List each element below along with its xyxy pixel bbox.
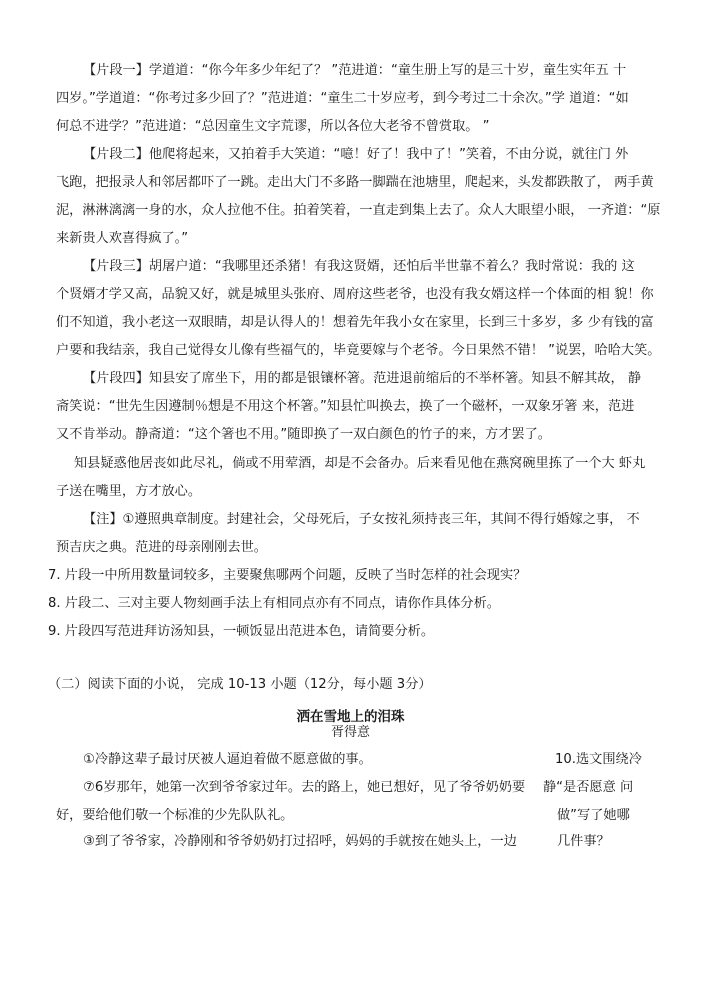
excerpt2-line4: 来新贵人欢喜得疯了。”: [56, 231, 189, 246]
excerpt4b-line2: 子送在嘴里，方才放心。: [56, 484, 202, 499]
side-question-line1: 10.选文围绕冷: [555, 752, 642, 767]
side-question-line3: 做”写了她哪: [557, 808, 630, 823]
excerpt3-line4: 户要和我结亲，我自己觉得女儿像有些福气的，毕竟要嫁与个老爷。今日果然不错！ ”说罢，哈哈大笑。: [56, 343, 661, 358]
excerpt2-line1: 【片段二】他爬将起来，又拍着手大笑道：“噫！好了！我中了！”笑着，不由分说，就往门 外: [83, 147, 629, 162]
excerpt2-line2: 飞跑，把报录人和邻居都吓了一跳。走出大门不多路一脚踹在池塘里，爬起来，头发都跌散了， 两手黄: [56, 175, 654, 190]
story-paragraph-2-line1: ⑦6岁那年，她第一次到爷爷家过年。去的路上，她已想好，见了爷爷奶奶要: [83, 780, 526, 795]
excerpt2-line3: 泥，淋淋漓漓一身的水，众人拉他不住。拍着笑着，一直走到集上去了。众人大眼望小眼， 一齐道：“原: [56, 203, 661, 218]
story-paragraph-3: ③到了爷爷家，冷静刚和爷爷奶奶打过招呼，妈妈的手就按在她头上，一边: [83, 834, 517, 849]
excerpt3-line3: 们不知道，我小老这一双眼睛，却是认得人的！想着先年我小女在家里，长到三十多岁，多 少有钱的富: [56, 315, 654, 330]
side-question-line4: 几件事？: [557, 834, 610, 849]
note-line2: 预吉庆之典。范进的母亲刚刚去世。: [56, 540, 267, 555]
excerpt1-line3: 何总不进学？”范进道：“总因童生文字荒谬，所以各位大老爷不曾赏取。 ”: [56, 119, 490, 134]
section2-header: （二）阅读下面的小说， 完成 10-13 小题（12分，每小题 3分）: [48, 677, 432, 692]
excerpt4b-line1: 知县疑惑他居丧如此尽礼，倘或不用荤酒，却是不会备办。后来看见他在燕窝碗里拣了一个大 虾丸: [74, 456, 646, 471]
excerpt4-line2: 斋笑说：“世先生因遵制％想是不用这个杯箸。”知县忙叫换去，换了一个磁杯，一双象牙箸 来，范进: [56, 399, 635, 414]
story-paragraph-1: ①冷静这辈子最讨厌被人逼迫着做不愿意做的事。: [83, 752, 372, 767]
story-title: 洒在雪地上的泪珠: [296, 709, 405, 725]
excerpt3-line2: 个贤婿才学又高，品貌又好，就是城里头张府、周府这些老爷，也没有我女婿这样一个体面的相 貌！你: [56, 287, 654, 302]
excerpt4-line3: 又不肯举动。静斋道：“这个箸也不用。”随即换了一双白颜色的竹子的来，方才罢了。: [56, 427, 551, 442]
question-8: 8. 片段二、三对主要人物刻画手法上有相同点亦有不同点，请你作具体分析。: [48, 596, 500, 611]
story-author: 胥得意: [330, 725, 370, 740]
question-7: 7. 片段一中所用数量词较多，主要聚焦哪两个问题，反映了当时怎样的社会现实？: [48, 568, 527, 583]
excerpt1-line1: 【片段一】学道道：“你今年多少年纪了？ ”范进道：“童生册上写的是三十岁，童生实年五 十: [83, 63, 627, 78]
story-paragraph-2-line2: 好，要给他们敬一个标准的少先队队礼。: [56, 808, 294, 823]
excerpt1-line2: 四岁。”学道道：“你考过多少回了？”范进道：“童生二十岁应考，到今考过二十余次。”学 道道：“如: [56, 91, 629, 106]
note-line1: 【注】①遵照典章制度。封建社会，父母死后，子女按礼须持丧三年，其间不得行婚嫁之事， 不: [83, 512, 640, 527]
side-question-line2: 静“是否愿意 问: [543, 780, 634, 795]
question-9: 9. 片段四写范进拜访汤知县，一顿饭显出范进本色，请简要分析。: [48, 624, 435, 639]
excerpt4-line1: 【片段四】知县安了席坐下，用的都是银镶杯箸。范进退前缩后的不举杯箸。知县不解其故， 静: [83, 371, 642, 386]
excerpt3-line1: 【片段三】胡屠户道：“我哪里还杀猪！有我这贤婿，还怕后半世靠不着么？我时常说：我的 这: [83, 259, 635, 274]
